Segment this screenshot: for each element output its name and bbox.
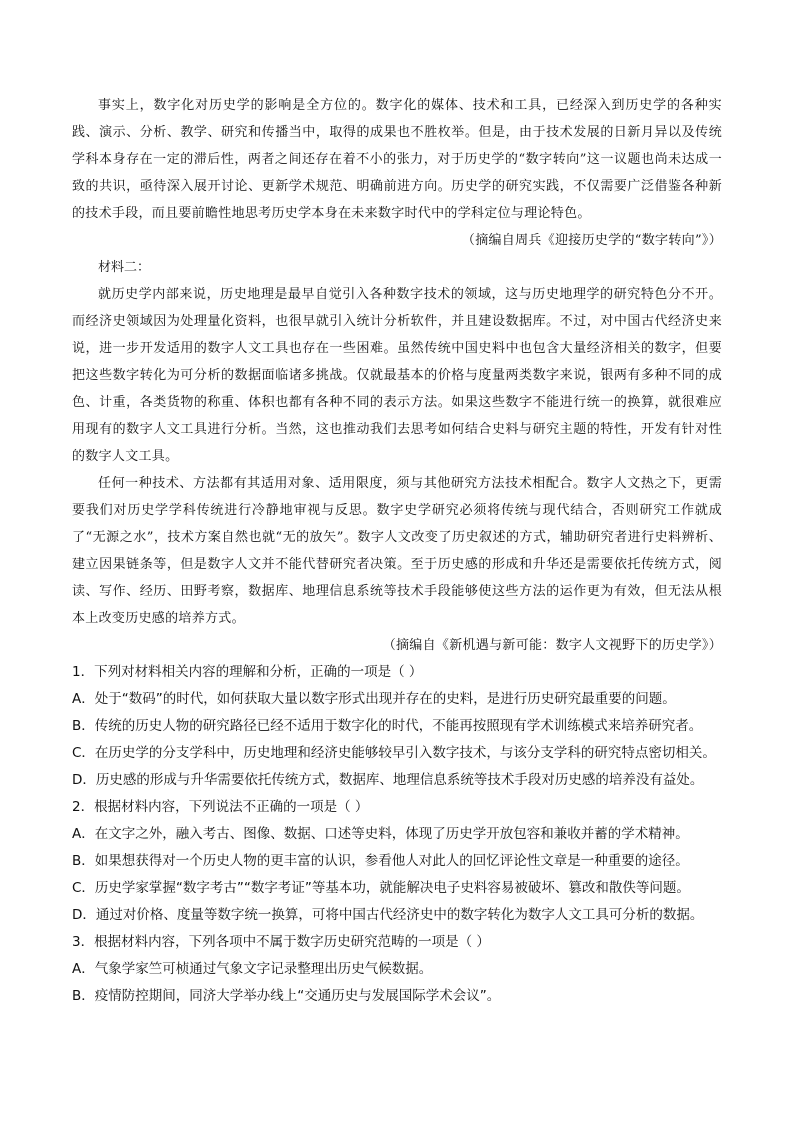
option-a: A．气象学家竺可桢通过气象文字记录整理出历史气候数据。 xyxy=(72,961,433,977)
question-2 xyxy=(72,794,722,929)
material2-source: （摘编自《新机遇与新可能：数字人文视野下的历史学》） xyxy=(382,638,722,653)
content-area xyxy=(72,92,722,1010)
option-a: A．在文字之外，融入考古、图像、数据、口述等史料，体现了历史学开放包容和兼收并蓄的学术精神。 xyxy=(72,826,689,842)
option-b: B．如果想获得对一个历史人物的更丰富的认识，参看他人对此人的回忆评论性文章是一种重要的途径。 xyxy=(72,853,689,869)
question-list xyxy=(72,659,722,1010)
question-stem: 2．根据材料内容，下列说法不正确的一项是（ ） xyxy=(72,799,369,815)
option-a: A．处于“数码”的时代，如何获取大量以数字形式出现并存在的史料，是进行历史研究最重要的问题。 xyxy=(72,691,676,707)
material2-paragraph-1: 就历史学内部来说，历史地理是最早自觉引入各种数字技术的领域，这与历史地理学的研究特色分不开。而经济史领域因为处理量化资料，也很早就引入统计分析软件，并且建设数据库。不过，对中国古代经济史来说，进一步开发适用的数字人文工具也存在一些困难。虽然传统中国史料中也包含大量经济相关的数字，但要把这些数字转化为可分析的数据面临诸多挑战。仅就最基本的价格与度量两类数字来说，银两有多种不同的成色、计重，各类货物的称重、体积也都有各种不同的表示方法。如果这些数字不能进行统一的换算，就很难应用现有的数字人文工具进行分析。当然，这也推动我们去思考如何结合史料与研究主题的特性，开发有针对性的数字人文工具。 xyxy=(72,287,722,464)
material2-paragraph-2: 任何一种技术、方法都有其适用对象、适用限度，须与其他研究方法技术相配合。数字人文热之下，更需要我们对历史学学科传统进行冷静地审视与反思。数字史学研究必须将传统与现代结合，否则研究工作就成了“无源之水”，技术方案自然也就“无的放矢”。数字人文改变了历史叙述的方式，辅助研究者进行史料辨析、建立因果链条等，但是数字人文并不能代替研究者决策。至于历史感的形成和升华还是需要依托传统方式，阅读、写作、经历、田野考察，数据库、地理信息系统等技术手段能够使这些方法的运作更为有效，但无法从根本上改变历史感的培养方式。 xyxy=(72,476,722,626)
option-d: D．通过对价格、度量等数字统一换算，可将中国古代经济史中的数字转化为数字人文工具可分析的数据。 xyxy=(72,907,704,923)
question-1 xyxy=(72,659,722,794)
question-stem: 3．根据材料内容，下列各项中不属于数字历史研究范畴的一项是（ ） xyxy=(72,934,490,950)
option-c: C．历史学家掌握“数字考古”“数字考证”等基本功，就能解决电子史料容易被破坏、篡改和散佚等问题。 xyxy=(72,880,690,896)
material1-source: （摘编自周兵《迎接历史学的“数字转向”》） xyxy=(461,233,722,248)
question-3 xyxy=(72,929,722,1010)
option-d: D．历史感的形成与升华需要依托传统方式，数据库、地理信息系统等技术手段对历史感的培养没有益处。 xyxy=(72,772,704,788)
material2-label: 材料二： xyxy=(98,260,151,275)
option-c: C．在历史学的分支学科中，历史地理和经济史能够较早引入数字技术，与该分支学科的研究特点密切相关。 xyxy=(72,745,716,761)
material1-paragraph: 事实上，数字化对历史学的影响是全方位的。数字化的媒体、技术和工具，已经深入到历史学的各种实践、演示、分析、教学、研究和传播当中，取得的成果也不胜枚举。但是，由于技术发展的日新月异以及传统学科本身存在一定的滞后性，两者之间还存在着不小的张力，对于历史学的“数字转向”这一议题也尚未达成一致的共识，亟待深入展开讨论、更新学术规范、明确前进方向。历史学的研究实践，不仅需要广泛借鉴各种新的技术手段，而且要前瞻性地思考历史学本身在未来数字时代中的学科定位与理论特色。 xyxy=(72,98,722,221)
option-b: B．疫情防控期间，同济大学举办线上“交通历史与发展国际学术会议”。 xyxy=(72,988,501,1004)
question-stem: 1．下列对材料相关内容的理解和分析，正确的一项是（ ） xyxy=(72,664,423,680)
option-b: B．传统的历史人物的研究路径已经不适用于数字化的时代，不能再按照现有学术训练模式来培养研究者。 xyxy=(72,718,703,734)
